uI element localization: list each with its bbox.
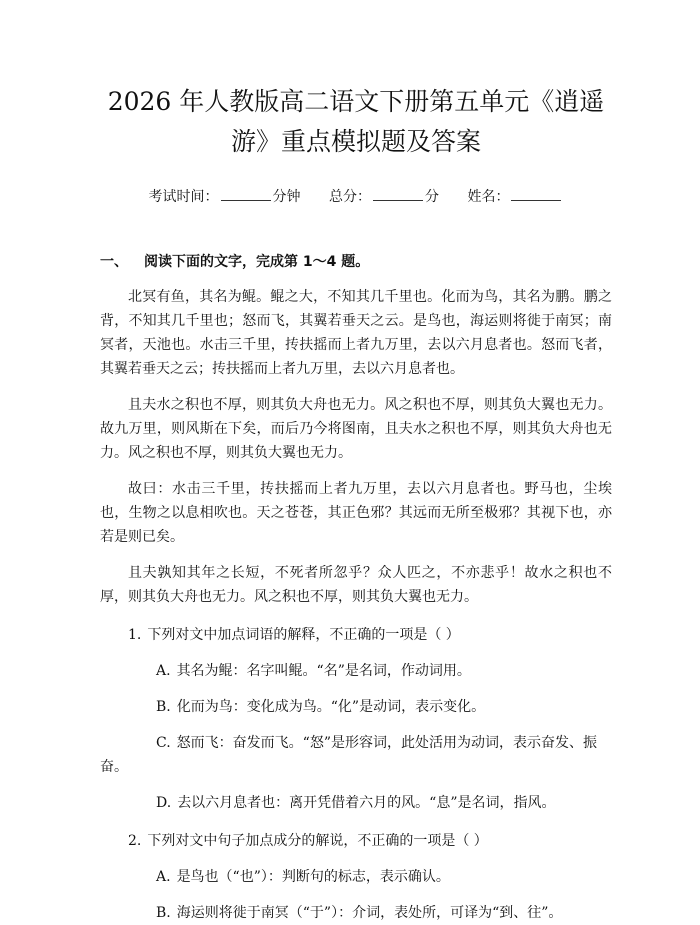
option-text: 海运则将徙于南冥（“于”）：介词，表处所，可译为“到、往”。 [176, 905, 563, 921]
exam-score-blank[interactable] [373, 186, 423, 201]
question-number: 2. [128, 833, 142, 849]
passage-paragraph-4: 且夫孰知其年之长短，不死者所忽乎？众人匹之，不亦悲乎！故水之积也不厚，则其负大舟也无力。风之积也不厚，则其负大翼也无力。 [100, 565, 612, 605]
exam-info [100, 186, 612, 207]
section-number: 一、 [100, 254, 128, 270]
question-2 [128, 829, 612, 853]
question-number: 1. [128, 627, 142, 643]
exam-time-unit: 分钟 [272, 189, 301, 205]
option-label: B. [156, 699, 171, 715]
option-label: B. [156, 905, 171, 921]
passage-paragraph-2: 且夫水之积也不厚，则其负大舟也无力。风之积也不厚，则其负大翼也无力。故九万里，则风斯在下矣，而后乃今将图南，且夫水之积也不厚，则其负大舟也无力。风之积也不厚，则其负大翼也无力。 [100, 397, 612, 461]
question-text: 下列对文中句子加点成分的解说，不正确的一项是（ ） [147, 833, 488, 849]
section-heading [100, 251, 612, 273]
passage-paragraph-3: 故曰：水击三千里，抟扶摇而上者九万里，去以六月息者也。野马也，尘埃也，生物之以息相吹也。天之苍苍，其正色邪？其远而无所至极邪？其视下也，亦若是则已矣。 [100, 481, 612, 545]
exam-score-label: 总分： [329, 189, 371, 205]
question-text: 下列对文中加点词语的解释，不正确的一项是（ ） [147, 627, 460, 643]
exam-score-unit: 分 [425, 189, 439, 205]
option-text: 其名为鲲：名字叫鲲。“名”是名词，作动词用。 [176, 663, 471, 679]
option-text: 化而为鸟：变化成为鸟。“化”是动词，表示变化。 [176, 699, 486, 715]
exam-time-blank[interactable] [221, 186, 271, 201]
exam-name-blank[interactable] [511, 186, 561, 201]
section-heading-text: 阅读下面的文字，完成第 1～4 题。 [144, 254, 370, 270]
option-text: 是鸟也（“也”）：判断句的标志，表示确认。 [176, 869, 450, 885]
option-1d[interactable] [100, 791, 612, 815]
question-1 [128, 623, 612, 647]
option-1c[interactable] [100, 731, 612, 779]
option-2a[interactable] [100, 865, 612, 889]
option-text: 去以六月息者也：离开凭借着六月的风。“息”是名词，指风。 [177, 795, 556, 811]
option-label: C. [156, 735, 171, 751]
exam-name [467, 189, 563, 205]
title-line-1: 2026 年人教版高二语文下册第五单元《逍遥 [107, 87, 605, 116]
exam-time-label: 考试时间： [148, 189, 219, 205]
passage-paragraph-1: 北冥有鱼，其名为鲲。鲲之大，不知其几千里也。化而为鸟，其名为鹏。鹏之背，不知其几千里也；怒而飞，其翼若垂天之云。是鸟也，海运则将徙于南冥；南冥者，天池也。水击三千里，抟扶摇而上者九万里，去以六月息者也。怒而飞者，其翼若垂天之云；抟扶摇而上者九万里，去以六月息者也。 [100, 289, 612, 377]
document-title [100, 82, 612, 162]
exam-name-label: 姓名： [467, 189, 510, 205]
option-1a[interactable] [100, 659, 612, 683]
option-label: D. [156, 795, 172, 811]
option-label: A. [156, 869, 171, 885]
exam-time [149, 189, 305, 205]
title-line-2: 游》重点模拟题及答案 [230, 127, 481, 156]
option-1b[interactable] [100, 695, 612, 719]
option-label: A. [156, 663, 171, 679]
option-text: 怒而飞：奋发而飞。“怒”是形容词，此处活用为动词，表示奋发、振奋。 [100, 735, 597, 775]
exam-score [329, 189, 443, 205]
